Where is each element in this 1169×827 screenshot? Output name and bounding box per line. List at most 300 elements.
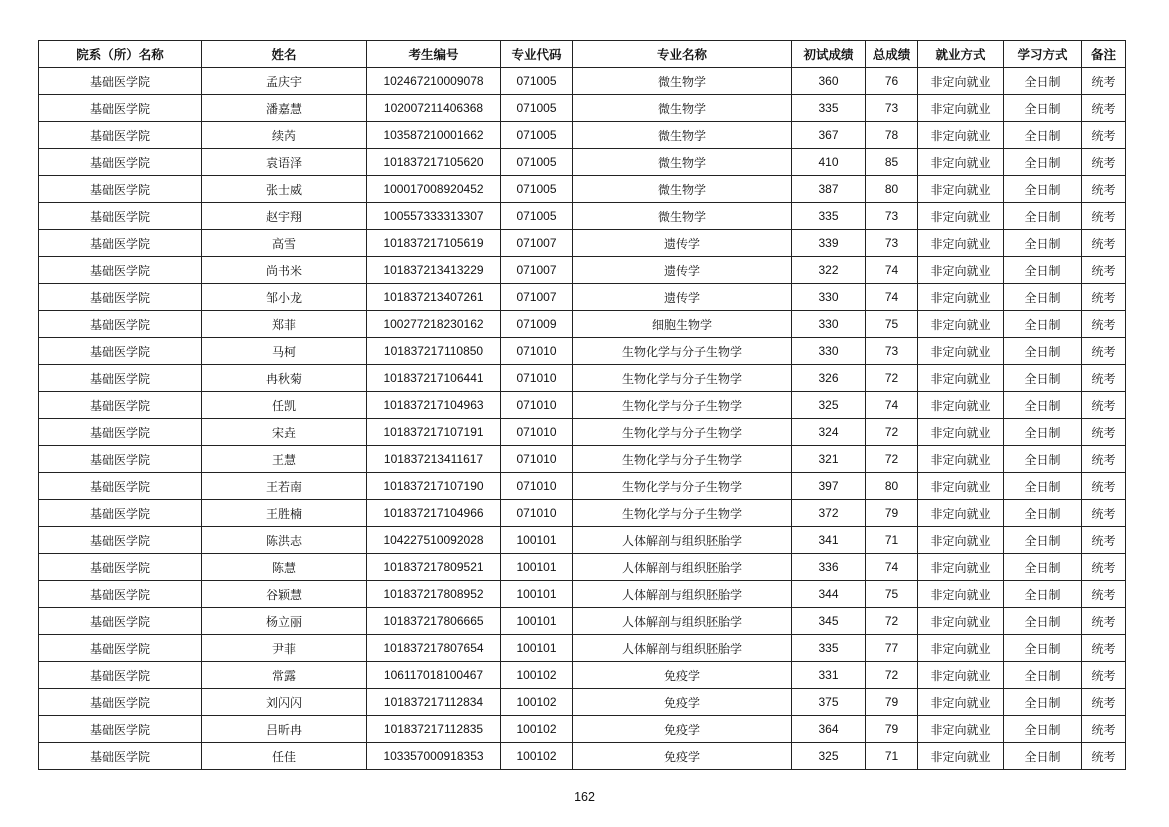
- cell-total-score: 72: [866, 365, 918, 392]
- cell-candidate-id: 101837217807654: [367, 635, 501, 662]
- cell-major-code: 071010: [501, 473, 573, 500]
- cell-study-mode: 全日制: [1004, 95, 1082, 122]
- cell-major-code: 100101: [501, 554, 573, 581]
- cell-major-code: 100101: [501, 635, 573, 662]
- cell-initial-score: 331: [792, 662, 866, 689]
- cell-study-mode: 全日制: [1004, 203, 1082, 230]
- cell-candidate-id: 101837217112834: [367, 689, 501, 716]
- cell-name: 尚书米: [202, 257, 367, 284]
- cell-initial-score: 335: [792, 203, 866, 230]
- cell-total-score: 73: [866, 338, 918, 365]
- cell-major-name: 微生物学: [573, 95, 792, 122]
- table-row: [39, 230, 1126, 257]
- cell-major-name: 微生物学: [573, 122, 792, 149]
- cell-department: 基础医学院: [39, 95, 202, 122]
- cell-department: 基础医学院: [39, 527, 202, 554]
- cell-department: 基础医学院: [39, 446, 202, 473]
- cell-remarks: 统考: [1082, 230, 1126, 257]
- cell-remarks: 统考: [1082, 716, 1126, 743]
- cell-department: 基础医学院: [39, 68, 202, 95]
- cell-major-code: 100102: [501, 743, 573, 770]
- cell-major-name: 生物化学与分子生物学: [573, 338, 792, 365]
- cell-department: 基础医学院: [39, 311, 202, 338]
- cell-study-mode: 全日制: [1004, 473, 1082, 500]
- header-major-code: 专业代码: [501, 41, 573, 68]
- cell-candidate-id: 101837217112835: [367, 716, 501, 743]
- header-department: 院系（所）名称: [39, 41, 202, 68]
- cell-total-score: 72: [866, 446, 918, 473]
- cell-remarks: 统考: [1082, 284, 1126, 311]
- cell-study-mode: 全日制: [1004, 257, 1082, 284]
- table-row: [39, 257, 1126, 284]
- cell-initial-score: 325: [792, 743, 866, 770]
- cell-name: 王胜楠: [202, 500, 367, 527]
- cell-major-name: 生物化学与分子生物学: [573, 473, 792, 500]
- cell-remarks: 统考: [1082, 473, 1126, 500]
- table-row: [39, 608, 1126, 635]
- cell-total-score: 80: [866, 176, 918, 203]
- cell-total-score: 72: [866, 662, 918, 689]
- cell-total-score: 73: [866, 203, 918, 230]
- cell-candidate-id: 101837213411617: [367, 446, 501, 473]
- cell-major-code: 071010: [501, 419, 573, 446]
- table-row: [39, 68, 1126, 95]
- table-row: [39, 176, 1126, 203]
- cell-major-name: 微生物学: [573, 149, 792, 176]
- cell-remarks: 统考: [1082, 149, 1126, 176]
- cell-name: 陈慧: [202, 554, 367, 581]
- cell-study-mode: 全日制: [1004, 122, 1082, 149]
- cell-major-code: 100101: [501, 581, 573, 608]
- cell-major-name: 生物化学与分子生物学: [573, 500, 792, 527]
- cell-initial-score: 360: [792, 68, 866, 95]
- cell-name: 谷颖慧: [202, 581, 367, 608]
- cell-department: 基础医学院: [39, 149, 202, 176]
- cell-major-name: 生物化学与分子生物学: [573, 392, 792, 419]
- cell-employment-type: 非定向就业: [918, 743, 1004, 770]
- cell-major-name: 遗传学: [573, 257, 792, 284]
- cell-initial-score: 335: [792, 635, 866, 662]
- table-row: [39, 311, 1126, 338]
- cell-name: 赵宇翔: [202, 203, 367, 230]
- cell-initial-score: 330: [792, 284, 866, 311]
- cell-total-score: 73: [866, 95, 918, 122]
- cell-name: 马柯: [202, 338, 367, 365]
- cell-name: 任凯: [202, 392, 367, 419]
- cell-remarks: 统考: [1082, 662, 1126, 689]
- cell-department: 基础医学院: [39, 716, 202, 743]
- cell-major-name: 遗传学: [573, 230, 792, 257]
- cell-candidate-id: 102007211406368: [367, 95, 501, 122]
- header-remarks: 备注: [1082, 41, 1126, 68]
- cell-study-mode: 全日制: [1004, 446, 1082, 473]
- cell-remarks: 统考: [1082, 500, 1126, 527]
- cell-employment-type: 非定向就业: [918, 392, 1004, 419]
- table-row: [39, 473, 1126, 500]
- cell-major-name: 微生物学: [573, 176, 792, 203]
- table-row: [39, 338, 1126, 365]
- cell-study-mode: 全日制: [1004, 365, 1082, 392]
- cell-major-code: 071005: [501, 203, 573, 230]
- cell-initial-score: 330: [792, 338, 866, 365]
- header-major-name: 专业名称: [573, 41, 792, 68]
- cell-major-name: 遗传学: [573, 284, 792, 311]
- cell-employment-type: 非定向就业: [918, 122, 1004, 149]
- cell-major-name: 人体解剖与组织胚胎学: [573, 554, 792, 581]
- cell-candidate-id: 101837217104963: [367, 392, 501, 419]
- cell-candidate-id: 103587210001662: [367, 122, 501, 149]
- cell-name: 王若南: [202, 473, 367, 500]
- page-number: 162: [574, 790, 595, 804]
- cell-major-code: 071009: [501, 311, 573, 338]
- cell-study-mode: 全日制: [1004, 68, 1082, 95]
- cell-study-mode: 全日制: [1004, 284, 1082, 311]
- cell-department: 基础医学院: [39, 230, 202, 257]
- table-header: [39, 41, 1126, 68]
- cell-remarks: 统考: [1082, 419, 1126, 446]
- cell-remarks: 统考: [1082, 338, 1126, 365]
- cell-major-name: 免疫学: [573, 662, 792, 689]
- cell-study-mode: 全日制: [1004, 581, 1082, 608]
- cell-employment-type: 非定向就业: [918, 581, 1004, 608]
- cell-total-score: 80: [866, 473, 918, 500]
- cell-major-name: 免疫学: [573, 689, 792, 716]
- cell-major-code: 100102: [501, 689, 573, 716]
- cell-department: 基础医学院: [39, 581, 202, 608]
- cell-remarks: 统考: [1082, 743, 1126, 770]
- cell-total-score: 85: [866, 149, 918, 176]
- cell-employment-type: 非定向就业: [918, 257, 1004, 284]
- cell-employment-type: 非定向就业: [918, 662, 1004, 689]
- table-row: [39, 500, 1126, 527]
- cell-major-code: 071007: [501, 284, 573, 311]
- cell-study-mode: 全日制: [1004, 338, 1082, 365]
- cell-name: 吕昕冉: [202, 716, 367, 743]
- header-initial-score: 初试成绩: [792, 41, 866, 68]
- cell-total-score: 79: [866, 500, 918, 527]
- cell-candidate-id: 101837217104966: [367, 500, 501, 527]
- cell-study-mode: 全日制: [1004, 500, 1082, 527]
- cell-major-code: 071007: [501, 257, 573, 284]
- header-total-score: 总成绩: [866, 41, 918, 68]
- cell-candidate-id: 101837217808952: [367, 581, 501, 608]
- admission-list-table: [38, 40, 1126, 770]
- cell-name: 续芮: [202, 122, 367, 149]
- cell-major-name: 生物化学与分子生物学: [573, 419, 792, 446]
- cell-major-name: 人体解剖与组织胚胎学: [573, 527, 792, 554]
- cell-name: 冉秋菊: [202, 365, 367, 392]
- cell-major-code: 071010: [501, 446, 573, 473]
- cell-initial-score: 325: [792, 392, 866, 419]
- table-row: [39, 527, 1126, 554]
- header-study-mode: 学习方式: [1004, 41, 1082, 68]
- table-row: [39, 284, 1126, 311]
- cell-department: 基础医学院: [39, 365, 202, 392]
- cell-department: 基础医学院: [39, 608, 202, 635]
- cell-total-score: 75: [866, 581, 918, 608]
- cell-study-mode: 全日制: [1004, 176, 1082, 203]
- cell-department: 基础医学院: [39, 662, 202, 689]
- table-row: [39, 149, 1126, 176]
- cell-department: 基础医学院: [39, 743, 202, 770]
- header-employment-type: 就业方式: [918, 41, 1004, 68]
- cell-total-score: 71: [866, 743, 918, 770]
- cell-department: 基础医学院: [39, 473, 202, 500]
- cell-initial-score: 364: [792, 716, 866, 743]
- cell-name: 刘闪闪: [202, 689, 367, 716]
- table-row: [39, 95, 1126, 122]
- cell-initial-score: 410: [792, 149, 866, 176]
- cell-remarks: 统考: [1082, 68, 1126, 95]
- cell-study-mode: 全日制: [1004, 419, 1082, 446]
- cell-candidate-id: 100017008920452: [367, 176, 501, 203]
- cell-initial-score: 324: [792, 419, 866, 446]
- cell-total-score: 78: [866, 122, 918, 149]
- cell-employment-type: 非定向就业: [918, 311, 1004, 338]
- cell-initial-score: 367: [792, 122, 866, 149]
- cell-department: 基础医学院: [39, 257, 202, 284]
- cell-study-mode: 全日制: [1004, 662, 1082, 689]
- cell-department: 基础医学院: [39, 392, 202, 419]
- cell-remarks: 统考: [1082, 203, 1126, 230]
- cell-department: 基础医学院: [39, 338, 202, 365]
- cell-candidate-id: 101837217105619: [367, 230, 501, 257]
- cell-department: 基础医学院: [39, 500, 202, 527]
- cell-total-score: 74: [866, 554, 918, 581]
- cell-total-score: 77: [866, 635, 918, 662]
- cell-department: 基础医学院: [39, 635, 202, 662]
- cell-major-code: 071007: [501, 230, 573, 257]
- cell-employment-type: 非定向就业: [918, 68, 1004, 95]
- cell-total-score: 72: [866, 419, 918, 446]
- cell-department: 基础医学院: [39, 203, 202, 230]
- table-row: [39, 581, 1126, 608]
- cell-candidate-id: 101837217105620: [367, 149, 501, 176]
- cell-department: 基础医学院: [39, 554, 202, 581]
- cell-name: 高雪: [202, 230, 367, 257]
- cell-major-code: 071010: [501, 338, 573, 365]
- cell-candidate-id: 101837217809521: [367, 554, 501, 581]
- cell-major-name: 微生物学: [573, 203, 792, 230]
- cell-initial-score: 326: [792, 365, 866, 392]
- cell-candidate-id: 100557333313307: [367, 203, 501, 230]
- cell-major-code: 071005: [501, 122, 573, 149]
- cell-total-score: 76: [866, 68, 918, 95]
- cell-major-name: 细胞生物学: [573, 311, 792, 338]
- cell-employment-type: 非定向就业: [918, 446, 1004, 473]
- cell-department: 基础医学院: [39, 176, 202, 203]
- header-name: 姓名: [202, 41, 367, 68]
- cell-employment-type: 非定向就业: [918, 230, 1004, 257]
- cell-name: 孟庆宇: [202, 68, 367, 95]
- cell-employment-type: 非定向就业: [918, 635, 1004, 662]
- cell-employment-type: 非定向就业: [918, 419, 1004, 446]
- cell-study-mode: 全日制: [1004, 608, 1082, 635]
- cell-remarks: 统考: [1082, 365, 1126, 392]
- table-row: [39, 392, 1126, 419]
- cell-major-code: 071005: [501, 149, 573, 176]
- cell-remarks: 统考: [1082, 689, 1126, 716]
- table-row: [39, 419, 1126, 446]
- cell-total-score: 74: [866, 257, 918, 284]
- cell-initial-score: 322: [792, 257, 866, 284]
- cell-name: 任佳: [202, 743, 367, 770]
- cell-candidate-id: 101837213413229: [367, 257, 501, 284]
- table-row: [39, 365, 1126, 392]
- cell-candidate-id: 102467210009078: [367, 68, 501, 95]
- cell-name: 郑菲: [202, 311, 367, 338]
- cell-major-code: 100101: [501, 527, 573, 554]
- cell-candidate-id: 101837217107191: [367, 419, 501, 446]
- cell-name: 袁语泽: [202, 149, 367, 176]
- cell-employment-type: 非定向就业: [918, 338, 1004, 365]
- cell-major-name: 生物化学与分子生物学: [573, 446, 792, 473]
- cell-department: 基础医学院: [39, 689, 202, 716]
- table-row: [39, 635, 1126, 662]
- cell-name: 张士威: [202, 176, 367, 203]
- cell-remarks: 统考: [1082, 392, 1126, 419]
- table-row: [39, 689, 1126, 716]
- cell-major-name: 人体解剖与组织胚胎学: [573, 608, 792, 635]
- cell-initial-score: 335: [792, 95, 866, 122]
- cell-major-name: 免疫学: [573, 743, 792, 770]
- cell-major-code: 100102: [501, 716, 573, 743]
- cell-total-score: 75: [866, 311, 918, 338]
- cell-name: 杨立丽: [202, 608, 367, 635]
- cell-name: 王慧: [202, 446, 367, 473]
- cell-name: 陈洪志: [202, 527, 367, 554]
- cell-study-mode: 全日制: [1004, 689, 1082, 716]
- cell-candidate-id: 106117018100467: [367, 662, 501, 689]
- cell-initial-score: 330: [792, 311, 866, 338]
- cell-candidate-id: 101837217107190: [367, 473, 501, 500]
- cell-major-name: 免疫学: [573, 716, 792, 743]
- cell-employment-type: 非定向就业: [918, 527, 1004, 554]
- cell-name: 常露: [202, 662, 367, 689]
- table-row: [39, 662, 1126, 689]
- cell-total-score: 72: [866, 608, 918, 635]
- table-row: [39, 203, 1126, 230]
- cell-remarks: 统考: [1082, 311, 1126, 338]
- cell-major-code: 071005: [501, 176, 573, 203]
- table-row: [39, 554, 1126, 581]
- cell-major-name: 生物化学与分子生物学: [573, 365, 792, 392]
- cell-initial-score: 345: [792, 608, 866, 635]
- cell-study-mode: 全日制: [1004, 554, 1082, 581]
- cell-initial-score: 375: [792, 689, 866, 716]
- cell-total-score: 71: [866, 527, 918, 554]
- cell-study-mode: 全日制: [1004, 527, 1082, 554]
- header-candidate-id: 考生编号: [367, 41, 501, 68]
- cell-remarks: 统考: [1082, 635, 1126, 662]
- cell-employment-type: 非定向就业: [918, 608, 1004, 635]
- cell-total-score: 74: [866, 392, 918, 419]
- cell-major-code: 071005: [501, 95, 573, 122]
- cell-major-code: 071005: [501, 68, 573, 95]
- cell-remarks: 统考: [1082, 95, 1126, 122]
- cell-candidate-id: 100277218230162: [367, 311, 501, 338]
- table-row: [39, 716, 1126, 743]
- cell-remarks: 统考: [1082, 257, 1126, 284]
- cell-remarks: 统考: [1082, 581, 1126, 608]
- cell-employment-type: 非定向就业: [918, 95, 1004, 122]
- table-row: [39, 446, 1126, 473]
- cell-major-code: 071010: [501, 392, 573, 419]
- cell-employment-type: 非定向就业: [918, 203, 1004, 230]
- cell-remarks: 统考: [1082, 122, 1126, 149]
- cell-study-mode: 全日制: [1004, 635, 1082, 662]
- cell-name: 尹菲: [202, 635, 367, 662]
- cell-initial-score: 344: [792, 581, 866, 608]
- cell-employment-type: 非定向就业: [918, 365, 1004, 392]
- cell-major-name: 微生物学: [573, 68, 792, 95]
- cell-total-score: 74: [866, 284, 918, 311]
- cell-employment-type: 非定向就业: [918, 500, 1004, 527]
- cell-name: 邹小龙: [202, 284, 367, 311]
- cell-study-mode: 全日制: [1004, 392, 1082, 419]
- cell-employment-type: 非定向就业: [918, 473, 1004, 500]
- cell-remarks: 统考: [1082, 554, 1126, 581]
- cell-study-mode: 全日制: [1004, 230, 1082, 257]
- cell-initial-score: 397: [792, 473, 866, 500]
- cell-name: 潘嘉慧: [202, 95, 367, 122]
- table-row: [39, 122, 1126, 149]
- cell-study-mode: 全日制: [1004, 716, 1082, 743]
- header-row: [39, 41, 1126, 68]
- cell-candidate-id: 101837213407261: [367, 284, 501, 311]
- cell-employment-type: 非定向就业: [918, 716, 1004, 743]
- cell-department: 基础医学院: [39, 419, 202, 446]
- cell-initial-score: 339: [792, 230, 866, 257]
- cell-remarks: 统考: [1082, 446, 1126, 473]
- cell-candidate-id: 101837217806665: [367, 608, 501, 635]
- cell-employment-type: 非定向就业: [918, 554, 1004, 581]
- cell-major-name: 人体解剖与组织胚胎学: [573, 635, 792, 662]
- cell-study-mode: 全日制: [1004, 743, 1082, 770]
- cell-total-score: 79: [866, 689, 918, 716]
- cell-initial-score: 387: [792, 176, 866, 203]
- cell-study-mode: 全日制: [1004, 311, 1082, 338]
- cell-initial-score: 336: [792, 554, 866, 581]
- cell-candidate-id: 101837217110850: [367, 338, 501, 365]
- cell-candidate-id: 101837217106441: [367, 365, 501, 392]
- cell-major-code: 100102: [501, 662, 573, 689]
- cell-major-code: 100101: [501, 608, 573, 635]
- cell-name: 宋垚: [202, 419, 367, 446]
- cell-total-score: 79: [866, 716, 918, 743]
- cell-initial-score: 321: [792, 446, 866, 473]
- cell-remarks: 统考: [1082, 608, 1126, 635]
- table-row: [39, 743, 1126, 770]
- cell-department: 基础医学院: [39, 284, 202, 311]
- cell-initial-score: 341: [792, 527, 866, 554]
- cell-remarks: 统考: [1082, 176, 1126, 203]
- cell-major-code: 071010: [501, 365, 573, 392]
- cell-remarks: 统考: [1082, 527, 1126, 554]
- cell-employment-type: 非定向就业: [918, 176, 1004, 203]
- cell-candidate-id: 103357000918353: [367, 743, 501, 770]
- cell-study-mode: 全日制: [1004, 149, 1082, 176]
- cell-department: 基础医学院: [39, 122, 202, 149]
- cell-employment-type: 非定向就业: [918, 689, 1004, 716]
- cell-candidate-id: 104227510092028: [367, 527, 501, 554]
- cell-total-score: 73: [866, 230, 918, 257]
- cell-major-name: 人体解剖与组织胚胎学: [573, 581, 792, 608]
- cell-initial-score: 372: [792, 500, 866, 527]
- cell-employment-type: 非定向就业: [918, 284, 1004, 311]
- cell-employment-type: 非定向就业: [918, 149, 1004, 176]
- cell-major-code: 071010: [501, 500, 573, 527]
